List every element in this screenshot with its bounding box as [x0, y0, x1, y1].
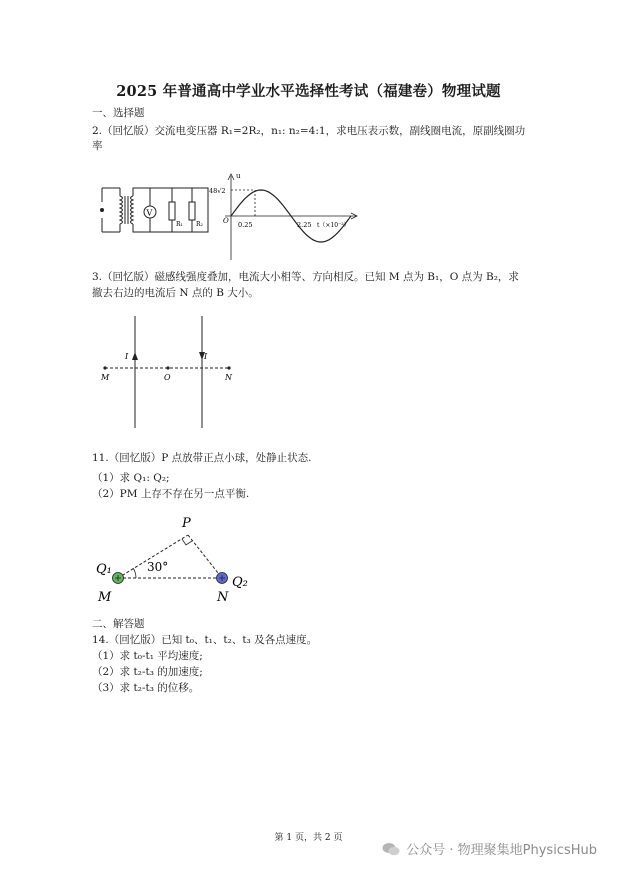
point-n-label: N: [217, 590, 229, 605]
point-o: [166, 366, 169, 369]
t-tick-225: 2.25: [297, 221, 312, 229]
right-current-label: I: [204, 352, 208, 361]
left-current-arrow-up: [132, 352, 138, 360]
resistor-r1: [169, 202, 175, 220]
point-n: [227, 366, 230, 369]
voltmeter-label: V: [146, 208, 153, 218]
charge-q2-label: Q₂: [232, 575, 248, 590]
resistor-r2-label: R₂: [196, 221, 203, 228]
point-m-label: M: [101, 373, 110, 382]
question-14-sub1: （1）求 t₀-t₁ 平均速度;: [92, 650, 203, 662]
point-m: [103, 366, 106, 369]
charge-triangle-figure: [92, 505, 267, 610]
resistor-r1-label: R₁: [176, 221, 183, 228]
right-angle-mark: [182, 539, 192, 545]
angle-label: 30°: [147, 560, 169, 574]
origin-label: O: [223, 217, 229, 225]
question-3-text-line1: 3.（回忆版）磁感线强度叠加，电流大小相等、方向相反。已知 M 点为 B₁，O 点为 B₂，求: [92, 271, 519, 283]
watermark-text: 公众号 · 物理聚集地PhysicsHub: [406, 843, 597, 858]
point-n-label: N: [225, 373, 232, 382]
watermark: [382, 839, 597, 858]
question-14-sub3: （3）求 t₂-t₃ 的位移。: [92, 682, 200, 694]
question-2-text-line1: 2.（回忆版）交流电变压器 R₁=2R₂，n₁: n₂=4:1，求电压表示数，副线圈电流，原副线圈功: [92, 125, 526, 137]
voltage-time-graph: [205, 170, 365, 262]
transformer-circuit-figure: [92, 180, 214, 242]
wechat-icon: [382, 842, 400, 856]
parallel-currents-figure: [92, 312, 252, 432]
amplitude-label: 48√2: [209, 187, 226, 195]
page-title: 2025 年普通高中学业水平选择性考试（福建卷）物理试题: [116, 83, 501, 100]
question-11-sub2: （2）PM 上存不存在另一点平衡.: [92, 488, 250, 500]
t-tick-025: 0.25: [238, 221, 253, 229]
resistor-r2: [189, 202, 195, 220]
question-2-text-line2: 率: [92, 140, 103, 152]
page-footer: 第 1 页，共 2 页: [274, 833, 343, 843]
point-p-label: P: [182, 516, 191, 531]
left-current-label: I: [125, 352, 129, 361]
section-heading-answer: 二、解答题: [92, 618, 145, 630]
section-heading-choice: 一、选择题: [92, 107, 145, 119]
question-11-text: 11.（回忆版）P 点放带正点小球，处静止状态.: [92, 452, 312, 464]
t-axis-label: t（×10⁻²）: [317, 222, 350, 229]
segment-pn: [188, 535, 222, 578]
question-3-text-line2: 撤去右边的电流后 N 点的 B 大小。: [92, 287, 259, 299]
charge-q1-label: Q₁: [96, 562, 112, 577]
question-14-text: 14.（回忆版）已知 t₀、t₁、t₂、t₃ 及各点速度。: [92, 634, 318, 646]
question-11-sub1: （1）求 Q₁: Q₂;: [92, 472, 170, 484]
u-axis-label: u: [236, 172, 241, 180]
angle-arc: [133, 568, 136, 578]
question-14-sub2: （2）求 t₂-t₃ 的加速度;: [92, 666, 203, 678]
point-o-label: O: [164, 373, 171, 382]
point-m-label: M: [98, 590, 112, 605]
